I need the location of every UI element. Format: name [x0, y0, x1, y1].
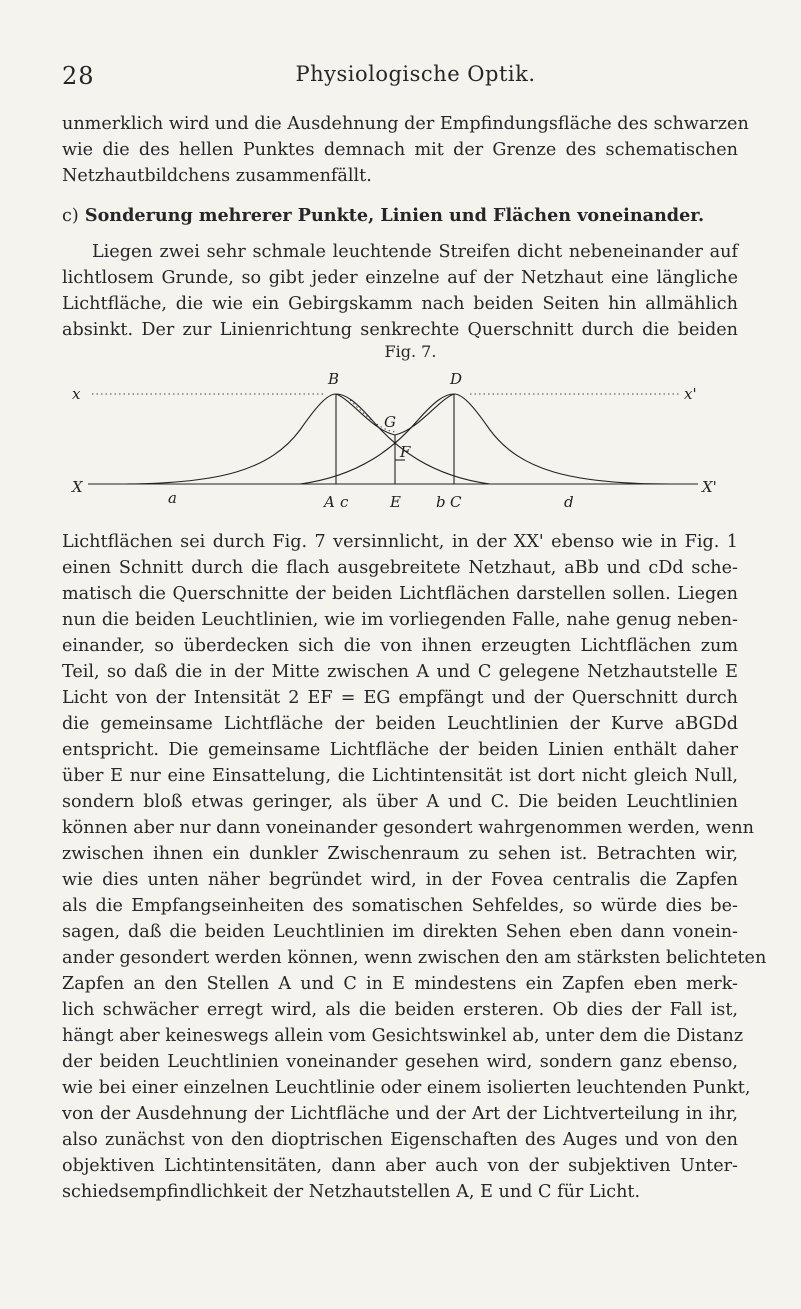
- text-line: lich schwächer erregt wird, als die beiden ersteren. Ob dies der Fall ist,: [62, 1000, 738, 1020]
- text-line: also zunächst von den dioptrischen Eigenschaften des Auges und von den: [62, 1130, 738, 1150]
- text-line: Licht von der Intensität 2 EF = EG empfängt und der Querschnitt durch: [62, 688, 738, 708]
- text-line: wie die des hellen Punktes demnach mit der Grenze des schematischen: [62, 140, 738, 160]
- text-line: von der Ausdehnung der Lichtfläche und der Art der Lichtverteilung in ihr,: [62, 1104, 738, 1124]
- label-X-prime: X': [702, 478, 717, 496]
- text-line: Netzhautbildchens zusammenfällt.: [62, 166, 372, 186]
- text-line: Lichtflächen sei durch Fig. 7 versinnlicht, in der XX' ebenso wie in Fig. 1: [62, 532, 738, 552]
- label-A: A: [324, 493, 335, 511]
- text-line: als die Empfangseinheiten des somatischen Sehfeldes, so würde dies be-: [62, 896, 738, 916]
- figure-7-diagram: [0, 0, 801, 540]
- label-G: G: [384, 413, 396, 431]
- text-line: Liegen zwei sehr schmale leuchtende Streifen dicht nebeneinander auf: [92, 242, 738, 262]
- text-line: Lichtfläche, die wie ein Gebirgskamm nach beiden Seiten hin allmählich: [62, 294, 738, 314]
- text-line: sagen, daß die beiden Leuchtlinien im direkten Sehen eben dann vonein-: [62, 922, 738, 942]
- text-line: objektiven Lichtintensitäten, dann aber auch von der subjektiven Unter-: [62, 1156, 738, 1176]
- text-line: ander gesondert werden können, wenn zwischen den am stärksten belichteten: [62, 948, 767, 968]
- text-line: Teil, so daß die in der Mitte zwischen A und C gelegene Netzhautstelle E: [62, 662, 738, 682]
- label-x: x: [72, 385, 81, 403]
- label-c: c: [340, 493, 349, 511]
- text-line: zwischen ihnen ein dunkler Zwischenraum zu sehen ist. Betrachten wir,: [62, 844, 738, 864]
- label-E: E: [390, 493, 401, 511]
- text-line: sondern bloß etwas geringer, als über A und C. Die beiden Leuchtlinien: [62, 792, 738, 812]
- text-line: entspricht. Die gemeinsame Lichtfläche der beiden Linien enthält daher: [62, 740, 738, 760]
- section-number: c): [62, 206, 79, 226]
- label-B: B: [328, 370, 340, 388]
- text-line: nun die beiden Leuchtlinien, wie im vorliegenden Falle, nahe genug neben-: [62, 610, 738, 630]
- page-number: 28: [62, 62, 95, 90]
- text-line: Zapfen an den Stellen A und C in E mindestens ein Zapfen eben merk-: [62, 974, 738, 994]
- label-d: d: [564, 493, 574, 511]
- text-line: der beiden Leuchtlinien voneinander gesehen wird, sondern ganz ebenso,: [62, 1052, 738, 1072]
- text-line: wie bei einer einzelnen Leuchtlinie oder einem isolierten leuchtenden Punkt,: [62, 1078, 751, 1098]
- text-line: schiedsempfindlichkeit der Netzhautstellen A, E und C für Licht.: [62, 1182, 641, 1202]
- text-line: lichtlosem Grunde, so gibt jeder einzelne auf der Netzhaut eine längliche: [62, 268, 738, 288]
- text-line: matisch die Querschnitte der beiden Lichtflächen darstellen sollen. Liegen: [62, 584, 738, 604]
- text-line: hängt aber keineswegs allein vom Gesichtswinkel ab, unter dem die Distanz: [62, 1026, 744, 1046]
- text-line: über E nur eine Einsattelung, die Lichtintensität ist dort nicht gleich Null,: [62, 766, 738, 786]
- label-D: D: [450, 370, 463, 388]
- label-a: a: [168, 489, 177, 507]
- text-line: die gemeinsame Lichtfläche der beiden Leuchtlinien der Kurve aBGDd: [62, 714, 738, 734]
- text-line: einander, so überdecken sich die von ihnen erzeugten Lichtflächen zum: [62, 636, 738, 656]
- text-line: können aber nur dann voneinander gesondert wahrgenommen werden, wenn: [62, 818, 754, 838]
- label-x-prime: x': [684, 385, 697, 403]
- text-line: unmerklich wird und die Ausdehnung der Empfindungsfläche des schwarzen: [62, 114, 749, 134]
- text-line: einen Schnitt durch die flach ausgebreitete Netzhaut, aBb und cDd sche-: [62, 558, 738, 578]
- label-b: b: [436, 493, 446, 511]
- running-title: Physiologische Optik.: [295, 62, 536, 86]
- text-line: wie dies unten näher begründet wird, in der Fovea centralis die Zapfen: [62, 870, 738, 890]
- section-title: Sonderung mehrerer Punkte, Linien und Flächen voneinander.: [84, 205, 705, 226]
- label-F: F: [400, 443, 411, 461]
- figure-caption: Fig. 7.: [384, 342, 437, 361]
- label-C: C: [450, 493, 462, 511]
- label-X: X: [72, 478, 83, 496]
- text-line: absinkt. Der zur Linienrichtung senkrechte Querschnitt durch die beiden: [62, 320, 738, 340]
